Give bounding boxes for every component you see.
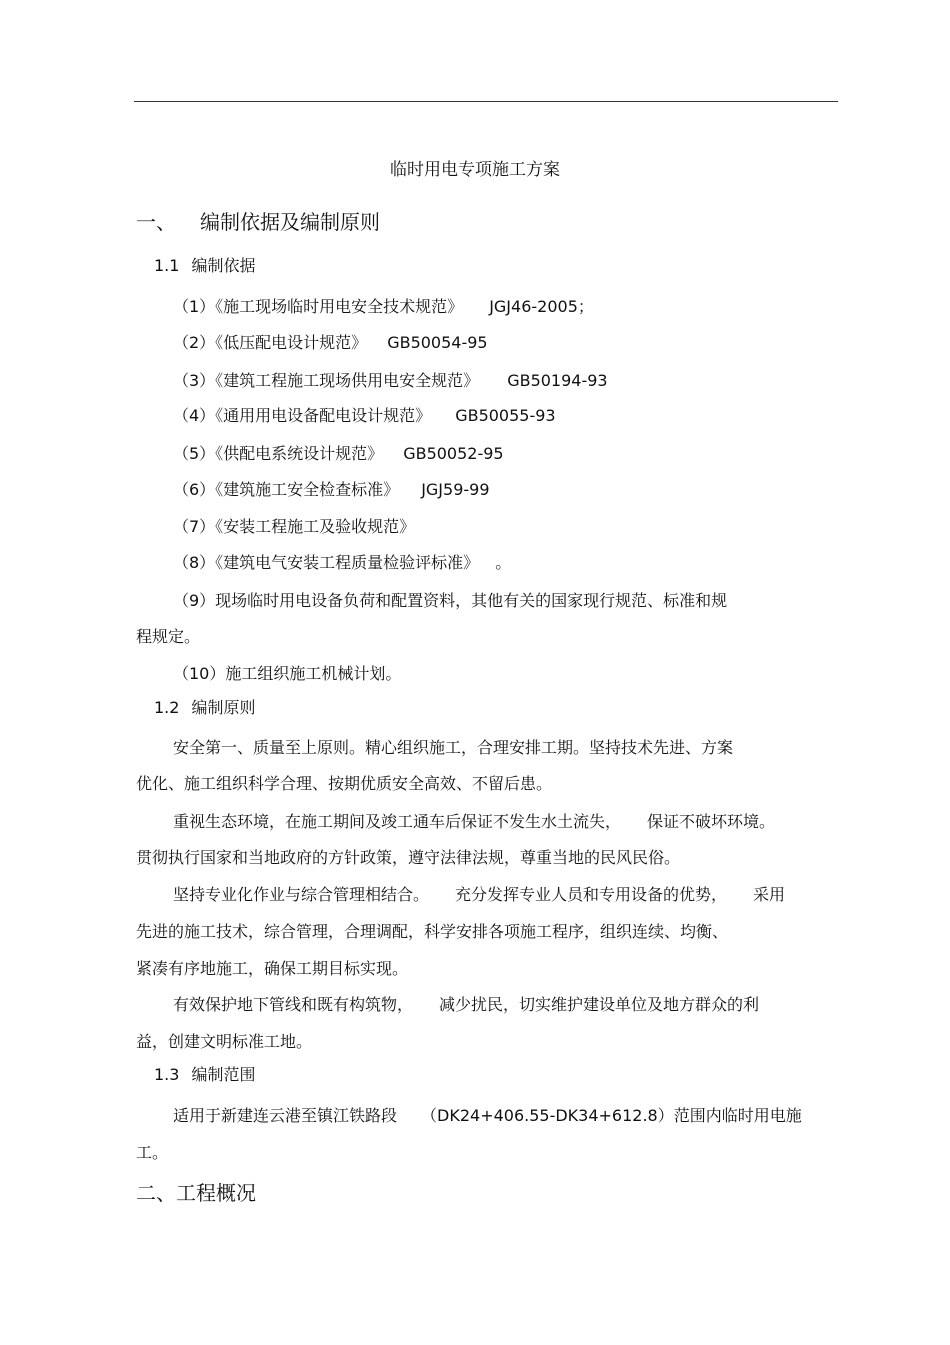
section-1-title: 编制依据及编制原则	[200, 210, 380, 234]
principle-2-line-1	[173, 811, 775, 833]
subsection-title: 编制原则	[191, 698, 256, 717]
ref-label: （2）《低压配电设计规范》	[173, 333, 368, 352]
text-segment: 有效保护地下管线和既有构筑物，	[173, 995, 414, 1014]
ref-label: （3）《建筑工程施工现场供用电安全规范》	[173, 371, 480, 390]
ref-item-3	[173, 370, 608, 392]
ref-code: JGJ59-99	[421, 480, 490, 499]
principle-3-line-1	[173, 884, 785, 906]
ref-item-8	[173, 552, 511, 574]
principle-3-line-2: 先进的施工技术，综合管理，合理调配，科学安排各项施工程序，组织连续、均衡、	[136, 922, 729, 941]
text-segment: （DK24+406.55-DK34+612.8）范围内临时用电施	[421, 1106, 802, 1125]
ref-label: （7）《安装工程施工及验收规范》	[173, 517, 416, 536]
ref-label: （8）《建筑电气安装工程质量检验评标准》	[173, 553, 480, 572]
text-segment: 保证不破坏环境。	[647, 812, 776, 831]
section-1-heading	[136, 209, 380, 235]
ref-item-9-line-1: （9）现场临时用电设备负荷和配置资料，其他有关的国家现行规范、标准和规	[173, 591, 728, 610]
ref-label: （4）《通用用电设备配电设计规范》	[173, 406, 432, 425]
ref-item-7	[173, 516, 415, 538]
ref-code: GB50054-95	[387, 333, 488, 352]
ref-label: （6）《建筑施工安全检查标准》	[173, 480, 400, 499]
page-title: 临时用电专项施工方案	[390, 160, 560, 180]
ref-code: GB50194-93	[507, 371, 608, 390]
text-segment: 采用	[753, 885, 786, 904]
text-segment: 重视生态环境，在施工期间及竣工通车后保证不发生水土流失，	[173, 812, 622, 831]
principle-1-line-1: 安全第一、质量至上原则。精心组织施工，合理安排工期。坚持技术先进、方案	[173, 738, 734, 757]
principle-2-line-2: 贯彻执行国家和当地政府的方针政策，遵守法律法规，尊重当地的民风民俗。	[136, 848, 681, 867]
subsection-number: 1.3	[154, 1065, 180, 1084]
ref-code: GB50052-95	[403, 444, 504, 463]
section-2-heading: 二、工程概况	[136, 1181, 256, 1205]
ref-item-4	[173, 405, 556, 427]
ref-label: （1）《施工现场临时用电安全技术规范》	[173, 297, 464, 316]
ref-item-10: （10）施工组织施工机械计划。	[173, 664, 402, 683]
ref-item-6	[173, 479, 490, 501]
section-1-number: 一、	[136, 210, 176, 234]
subsection-1-1-heading	[154, 255, 255, 277]
ref-item-2	[173, 332, 488, 354]
principle-4-line-1	[173, 994, 759, 1016]
ref-label: （5）《供配电系统设计规范》	[173, 444, 384, 463]
subsection-1-3-heading	[154, 1064, 255, 1086]
text-segment: 适用于新建连云港至镇江铁路段	[173, 1106, 398, 1125]
subsection-number: 1.2	[154, 698, 180, 717]
ref-code: JGJ46-2005；	[489, 297, 594, 316]
principle-1-line-2: 优化、施工组织科学合理、按期优质安全高效、不留后患。	[136, 774, 553, 793]
ref-code: GB50055-93	[455, 406, 556, 425]
principle-4-line-2: 益，创建文明标准工地。	[136, 1032, 313, 1051]
header-rule	[134, 101, 838, 102]
text-segment: 充分发挥专业人员和专用设备的优势，	[455, 885, 728, 904]
ref-item-1	[173, 296, 594, 318]
scope-line-2: 工。	[136, 1143, 169, 1162]
subsection-number: 1.1	[154, 256, 180, 275]
ref-code: 。	[495, 553, 512, 572]
subsection-1-2-heading	[154, 697, 255, 719]
text-segment: 减少扰民，切实维护建设单位及地方群众的利	[439, 995, 760, 1014]
ref-item-9-line-2: 程规定。	[136, 627, 201, 646]
ref-item-5	[173, 443, 504, 465]
subsection-title: 编制范围	[191, 1065, 256, 1084]
principle-3-line-3: 紧凑有序地施工，确保工期目标实现。	[136, 959, 409, 978]
subsection-title: 编制依据	[191, 256, 256, 275]
scope-line-1	[173, 1105, 802, 1127]
text-segment: 坚持专业化作业与综合管理相结合。	[173, 885, 430, 904]
